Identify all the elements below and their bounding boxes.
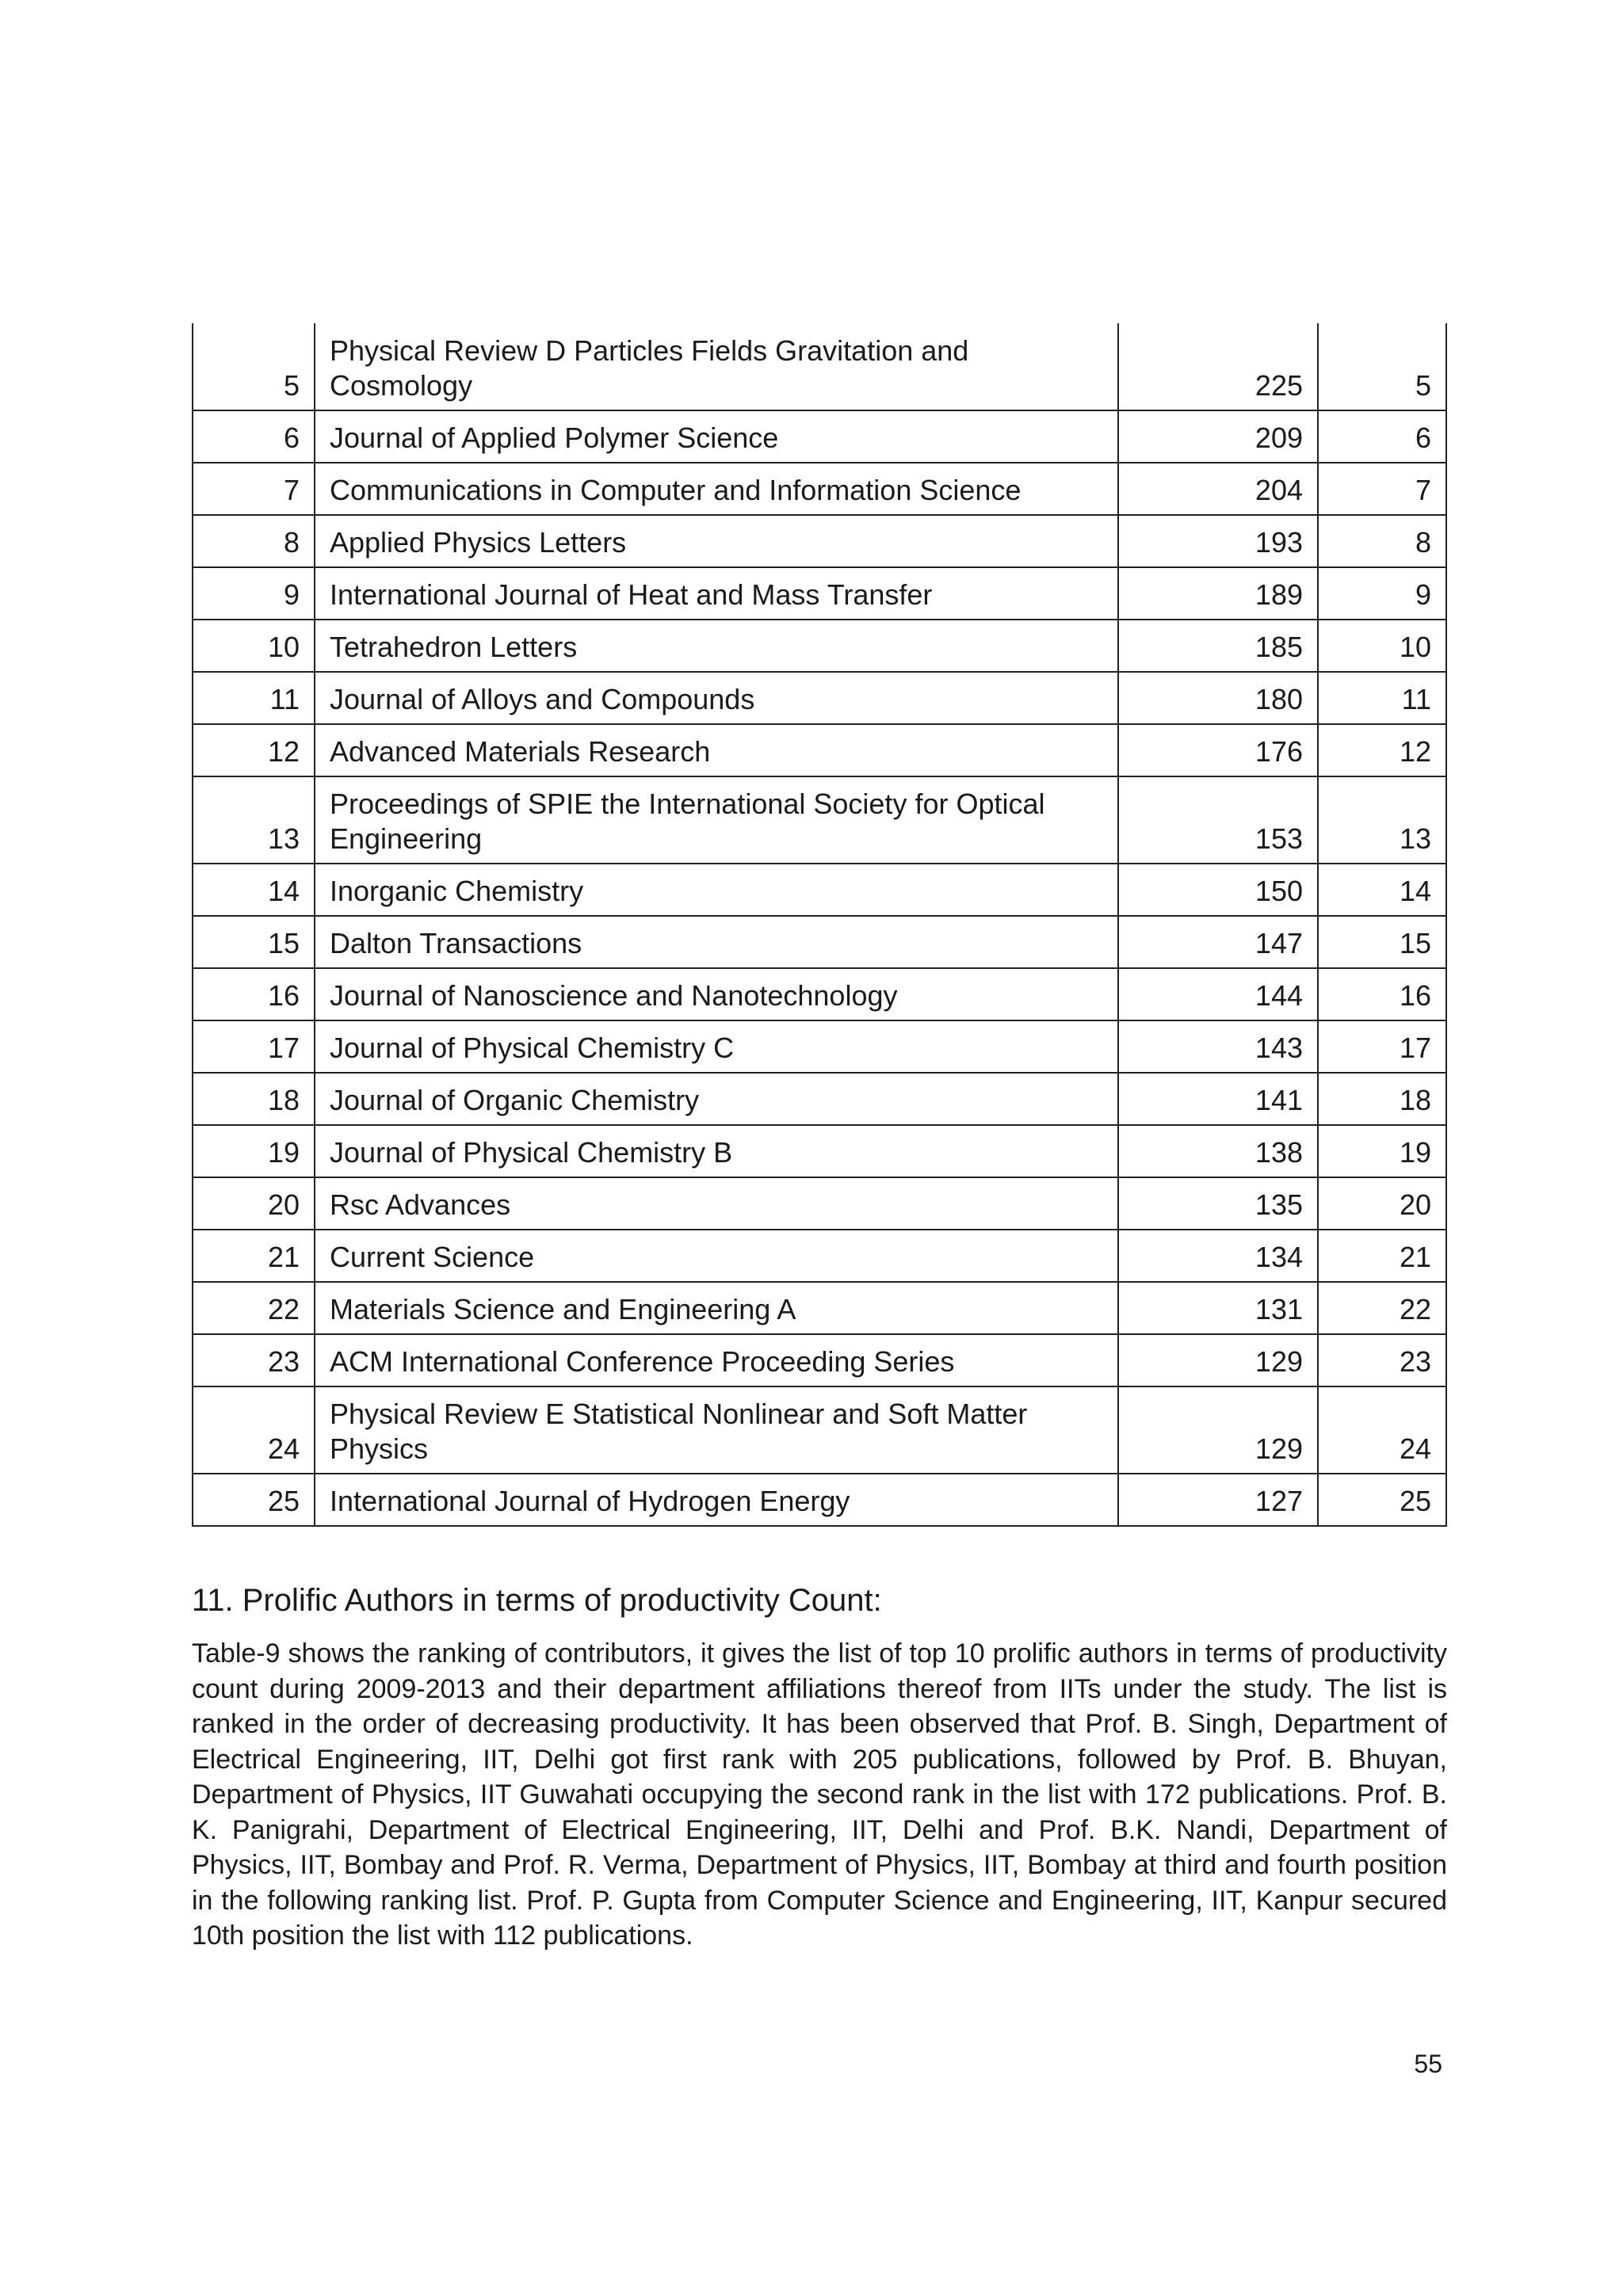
- position-cell: 17: [1318, 1020, 1446, 1073]
- journal-title-cell: [315, 1386, 1118, 1474]
- position-cell: 10: [1318, 620, 1446, 672]
- section-heading: 11. Prolific Authors in terms of productivity Count:: [192, 1583, 882, 1618]
- publication-count-cell: 225: [1118, 323, 1318, 410]
- table-row: [193, 776, 1446, 864]
- publication-count-cell: 144: [1118, 968, 1318, 1020]
- position-cell: 9: [1318, 567, 1446, 620]
- journal-title-cell: [315, 1474, 1118, 1526]
- journal-title-cell: [315, 410, 1118, 463]
- position-cell: 21: [1318, 1230, 1446, 1282]
- rank-cell: 10: [193, 620, 315, 672]
- rank-cell: 13: [193, 776, 315, 864]
- journal-title-line: Applied Physics Letters: [330, 526, 627, 559]
- journal-title-line: Communications in Computer and Information Science: [330, 474, 1022, 506]
- position-cell: 24: [1318, 1386, 1446, 1474]
- table-row: [193, 1474, 1446, 1526]
- position-cell: 15: [1318, 916, 1446, 968]
- journal-title-cell: [315, 776, 1118, 864]
- journal-title-cell: [315, 1334, 1118, 1386]
- publication-count-cell: 129: [1118, 1334, 1318, 1386]
- publication-count-cell: 143: [1118, 1020, 1318, 1073]
- publication-count-cell: 138: [1118, 1125, 1318, 1177]
- table-row: [193, 323, 1446, 410]
- position-cell: 13: [1318, 776, 1446, 864]
- position-cell: 18: [1318, 1073, 1446, 1125]
- table-row: [193, 1125, 1446, 1177]
- rank-cell: 19: [193, 1125, 315, 1177]
- table-row: [193, 916, 1446, 968]
- position-cell: 6: [1318, 410, 1446, 463]
- position-cell: 20: [1318, 1177, 1446, 1230]
- table-row: [193, 1073, 1446, 1125]
- journal-title-line: Physical Review D Particles Fields Gravitation and: [330, 334, 969, 367]
- section-body-paragraph: Table-9 shows the ranking of contributors, it gives the list of top 10 prolific authors in terms of productivity count during 2009-2013 and their department affiliations thereof from IITs under the study. The list is ranked in the order of decreasing productivity. It has been observed that Prof. B. Singh, Department of Electrical Engineering, IIT, Delhi got first rank with 205 publications, followed by Prof. B. Bhuyan, Department of Physics, IIT Guwahati occupying the second rank in the list with 172 publications. Prof. B. K. Panigrahi, Department of Electrical Engineering, IIT, Delhi and Prof. B.K. Nandi, Department of Physics, IIT, Bombay and Prof. R. Verma, Department of Physics, IIT, Bombay at third and fourth position in the following ranking list. Prof. P. Gupta from Computer Science and Engineering, IIT, Kanpur secured 10th position the list with 112 publications.: [192, 1638, 1447, 1951]
- journal-title-line: Advanced Materials Research: [330, 735, 711, 768]
- table-row: [193, 1020, 1446, 1073]
- journal-title-cell: [315, 567, 1118, 620]
- rank-cell: 6: [193, 410, 315, 463]
- journal-title-cell: [315, 724, 1118, 776]
- journal-title-line: Rsc Advances: [330, 1188, 511, 1221]
- journal-title-cell: [315, 672, 1118, 724]
- position-cell: 19: [1318, 1125, 1446, 1177]
- table-row: [193, 968, 1446, 1020]
- position-cell: 16: [1318, 968, 1446, 1020]
- publication-count-cell: 135: [1118, 1177, 1318, 1230]
- journal-title-line: Current Science: [330, 1241, 535, 1273]
- journal-title-cell: [315, 968, 1118, 1020]
- rank-cell: 18: [193, 1073, 315, 1125]
- journal-title-line: Journal of Organic Chemistry: [330, 1084, 700, 1116]
- journal-title-cell: [315, 1125, 1118, 1177]
- publication-count-cell: 127: [1118, 1474, 1318, 1526]
- rank-cell: 11: [193, 672, 315, 724]
- publication-count-cell: 176: [1118, 724, 1318, 776]
- publication-count-cell: 131: [1118, 1282, 1318, 1334]
- journal-title-cell: [315, 515, 1118, 567]
- position-cell: 8: [1318, 515, 1446, 567]
- table-row: [193, 620, 1446, 672]
- journal-table: [192, 323, 1447, 1527]
- journal-title-line: Physical Review E Statistical Nonlinear and Soft Matter: [330, 1398, 1028, 1430]
- table-row: [193, 410, 1446, 463]
- rank-cell: 17: [193, 1020, 315, 1073]
- journal-title-line: Journal of Nanoscience and Nanotechnology: [330, 979, 898, 1012]
- rank-cell: 15: [193, 916, 315, 968]
- journal-title-line: Dalton Transactions: [330, 927, 582, 959]
- journal-title-cell: [315, 1020, 1118, 1073]
- table-row: [193, 515, 1446, 567]
- journal-title-cell: [315, 1073, 1118, 1125]
- journal-title-line: ACM International Conference Proceeding Series: [330, 1345, 955, 1378]
- rank-cell: 24: [193, 1386, 315, 1474]
- publication-count-cell: 180: [1118, 672, 1318, 724]
- table-row: [193, 567, 1446, 620]
- publication-count-cell: 134: [1118, 1230, 1318, 1282]
- rank-cell: 22: [193, 1282, 315, 1334]
- page-number: 55: [1414, 2050, 1442, 2078]
- position-cell: 25: [1318, 1474, 1446, 1526]
- rank-cell: 23: [193, 1334, 315, 1386]
- journal-title-line: International Journal of Hydrogen Energy: [330, 1485, 850, 1517]
- journal-title-line: Physics: [330, 1432, 429, 1465]
- rank-cell: 21: [193, 1230, 315, 1282]
- rank-cell: 25: [193, 1474, 315, 1526]
- rank-cell: 5: [193, 323, 315, 410]
- journal-title-cell: [315, 1177, 1118, 1230]
- rank-cell: 9: [193, 567, 315, 620]
- position-cell: 12: [1318, 724, 1446, 776]
- journal-title-cell: [315, 1282, 1118, 1334]
- position-cell: 23: [1318, 1334, 1446, 1386]
- journal-title-cell: [315, 864, 1118, 916]
- journal-title-line: Tetrahedron Letters: [330, 631, 578, 663]
- journal-title-cell: [315, 620, 1118, 672]
- publication-count-cell: 150: [1118, 864, 1318, 916]
- journal-title-line: Journal of Physical Chemistry B: [330, 1136, 733, 1169]
- journal-title-line: Proceedings of SPIE the International Society for Optical: [330, 788, 1045, 820]
- publication-count-cell: 185: [1118, 620, 1318, 672]
- publication-count-cell: 204: [1118, 463, 1318, 515]
- journal-title-cell: [315, 1230, 1118, 1282]
- journal-table-body: [193, 323, 1446, 1526]
- table-row: [193, 1334, 1446, 1386]
- table-row: [193, 1177, 1446, 1230]
- table-row: [193, 672, 1446, 724]
- table-row: [193, 864, 1446, 916]
- position-cell: 11: [1318, 672, 1446, 724]
- journal-title-line: International Journal of Heat and Mass Transfer: [330, 578, 933, 611]
- rank-cell: 16: [193, 968, 315, 1020]
- rank-cell: 8: [193, 515, 315, 567]
- journal-title-line: Materials Science and Engineering A: [330, 1293, 796, 1325]
- table-row: [193, 1282, 1446, 1334]
- journal-title-cell: [315, 916, 1118, 968]
- publication-count-cell: 129: [1118, 1386, 1318, 1474]
- position-cell: 7: [1318, 463, 1446, 515]
- publication-count-cell: 209: [1118, 410, 1318, 463]
- publication-count-cell: 189: [1118, 567, 1318, 620]
- journal-title-cell: [315, 463, 1118, 515]
- publication-count-cell: 193: [1118, 515, 1318, 567]
- rank-cell: 14: [193, 864, 315, 916]
- journal-title-line: Journal of Alloys and Compounds: [330, 683, 755, 715]
- journal-ranking-table: [192, 323, 1447, 1527]
- rank-cell: 20: [193, 1177, 315, 1230]
- table-row: [193, 463, 1446, 515]
- journal-title-line: Inorganic Chemistry: [330, 875, 584, 907]
- publication-count-cell: 141: [1118, 1073, 1318, 1125]
- rank-cell: 12: [193, 724, 315, 776]
- table-row: [193, 1386, 1446, 1474]
- journal-title-line: Cosmology: [330, 369, 473, 402]
- position-cell: 5: [1318, 323, 1446, 410]
- journal-title-line: Engineering: [330, 822, 483, 855]
- rank-cell: 7: [193, 463, 315, 515]
- journal-title-line: Journal of Applied Polymer Science: [330, 421, 779, 454]
- position-cell: 14: [1318, 864, 1446, 916]
- position-cell: 22: [1318, 1282, 1446, 1334]
- journal-title-cell: [315, 323, 1118, 410]
- publication-count-cell: 153: [1118, 776, 1318, 864]
- table-row: [193, 724, 1446, 776]
- table-row: [193, 1230, 1446, 1282]
- publication-count-cell: 147: [1118, 916, 1318, 968]
- journal-title-line: Journal of Physical Chemistry C: [330, 1032, 735, 1064]
